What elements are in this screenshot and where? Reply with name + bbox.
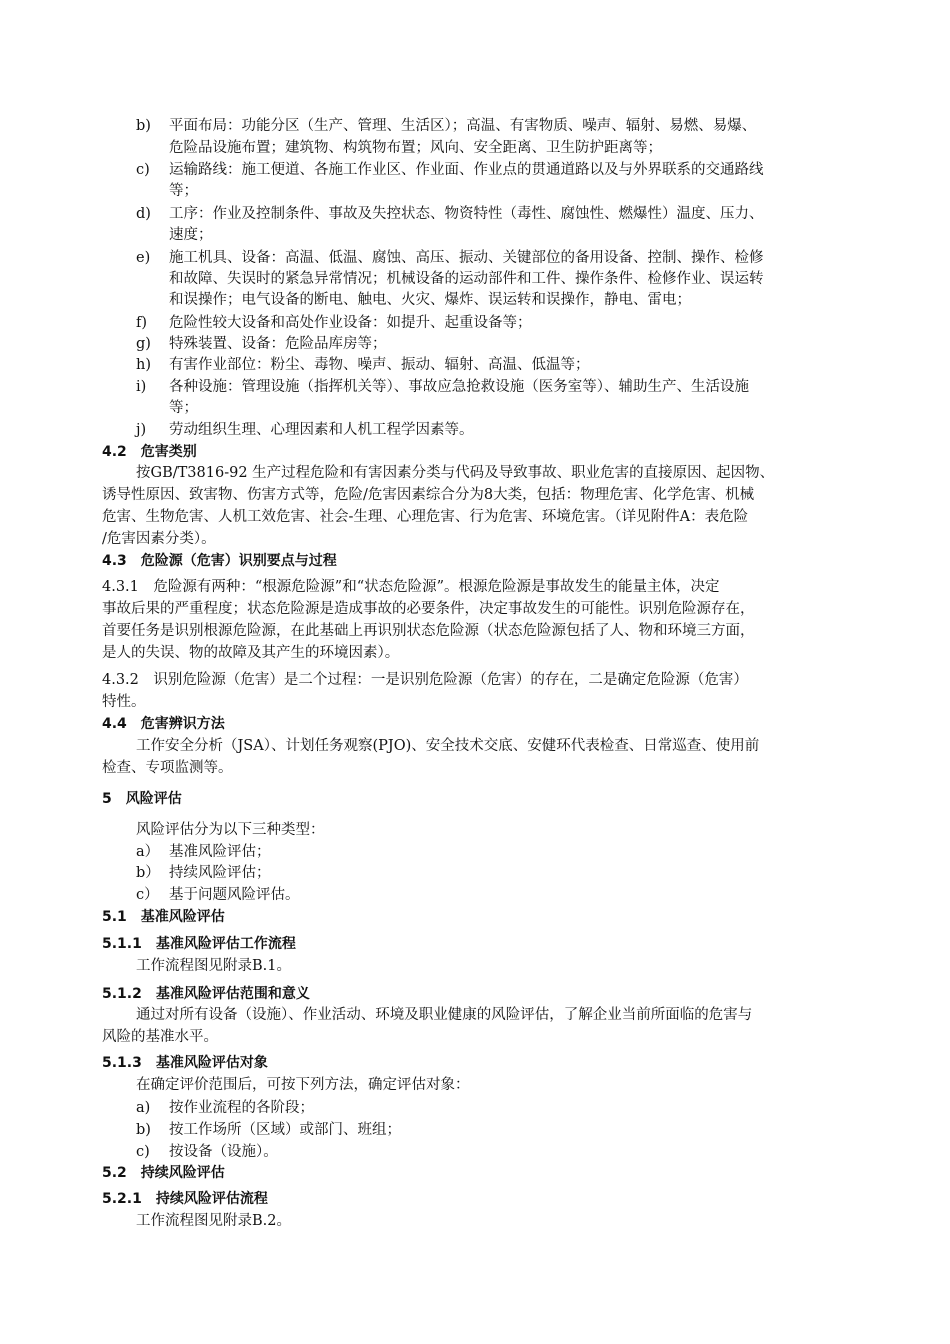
paragraph-4-3-1-line2: 事故后果的严重程度；状态危险源是造成事故的必要条件，决定事故发生的可能性。识别危险源存在， (102, 601, 755, 617)
paragraph-4-2-line2: 诱导性原因、致害物、伤害方式等，危险/危害因素综合分为8大类，包括：物理危害、化学危害、机械 (102, 487, 755, 503)
list-item-f: 危险性较大设备和高处作业设备：如提升、起重设备等； (169, 315, 532, 331)
list-marker-c: c) (136, 162, 150, 178)
section-heading-5-2: 5.2 持续风险评估 (102, 1165, 225, 1181)
list-item-5-1-3-a: 按作业流程的各阶段； (169, 1100, 314, 1116)
section-heading-5-1-3: 5.1.3 基准风险评估对象 (102, 1055, 268, 1071)
section-heading-5-1-2: 5.1.2 基准风险评估范围和意义 (102, 986, 310, 1002)
section-heading-4-2: 4.2 危害类别 (102, 444, 197, 460)
paragraph-4-2-line1: 按GB/T3816-92 生产过程危险和有害因素分类与代码及导致事故、职业危害的直接原因、起因物、 (136, 465, 775, 481)
list-marker-j: j) (136, 422, 147, 438)
list-item-5-1-3-b: 按工作场所（区域）或部门、班组； (169, 1122, 401, 1138)
section-heading-5-1-1: 5.1.1 基准风险评估工作流程 (102, 936, 296, 952)
list-item-b-line1: 平面布局：功能分区（生产、管理、生活区）；高温、有害物质、噪声、辐射、易燃、易爆、 (169, 118, 757, 134)
list-item-g: 特殊装置、设备：危险品库房等； (169, 336, 387, 352)
paragraph-5-1-1: 工作流程图见附录B.1。 (136, 958, 291, 974)
list-marker-g: g) (136, 336, 151, 352)
list-item-e-line2: 和故障、失误时的紧急异常情况；机械设备的运动部件和工件、操作条件、检修作业、误运转 (169, 271, 764, 287)
list-marker-5-c: c） (136, 887, 159, 903)
list-item-d-line1: 工序：作业及控制条件、事故及失控状态、物资特性（毒性、腐蚀性、燃爆性）温度、压力、 (169, 206, 764, 222)
list-marker-h: h) (136, 357, 151, 373)
paragraph-4-3-2-line1: 4.3.2 识别危险源（危害）是二个过程：一是识别危险源（危害）的存在，二是确定危险源（危害） (102, 672, 748, 688)
section-heading-5-1: 5.1 基准风险评估 (102, 909, 225, 925)
list-item-j: 劳动组织生理、心理因素和人机工程学因素等。 (169, 422, 474, 438)
paragraph-4-3-2-line2: 特性。 (102, 694, 146, 710)
list-item-c-line2: 等； (169, 183, 198, 199)
list-marker-5-a: a） (136, 844, 160, 860)
list-item-i-line1: 各种设施：管理设施（指挥机关等）、事故应急抢救设施（医务室等）、辅助生产、生活设施 (169, 379, 749, 395)
list-item-d-line2: 速度； (169, 227, 213, 243)
list-marker-5-b: b） (136, 865, 160, 881)
list-marker-b: b) (136, 118, 151, 134)
paragraph-4-3-1-line3: 首要任务是识别根源危险源，在此基础上再识别状态危险源（状态危险源包括了人、物和环境三方面， (102, 623, 755, 639)
paragraph-4-2-line4: /危害因素分类）。 (102, 531, 216, 547)
section-heading-5-2-1: 5.2.1 持续风险评估流程 (102, 1191, 268, 1207)
paragraph-5-1-2-line2: 风险的基准水平。 (102, 1029, 218, 1045)
paragraph-4-4-line1: 工作安全分析（JSA）、计划任务观察(PJO)、安全技术交底、安健环代表检查、日常巡查、使用前 (136, 738, 760, 754)
section-heading-5: 5 风险评估 (102, 791, 182, 807)
section-heading-4-3: 4.3 危险源（危害）识别要点与过程 (102, 553, 337, 569)
section-5-intro: 风险评估分为以下三种类型： (136, 822, 325, 838)
list-item-h: 有害作业部位：粉尘、毒物、噪声、振动、辐射、高温、低温等； (169, 357, 590, 373)
section-5-1-3-intro: 在确定评价范围后，可按下列方法，确定评估对象： (136, 1077, 470, 1093)
list-marker-5-1-3-a: a) (136, 1100, 151, 1116)
list-item-5-b: 持续风险评估； (169, 865, 271, 881)
list-marker-i: i) (136, 379, 147, 395)
paragraph-4-3-1-line1: 4.3.1 危险源有两种：“根源危险源”和“状态危险源”。根源危险源是事故发生的能量主体，决定 (102, 579, 720, 595)
list-item-c-line1: 运输路线：施工便道、各施工作业区、作业面、作业点的贯通道路以及与外界联系的交通路线 (169, 162, 764, 178)
list-item-e-line3: 和误操作；电气设备的断电、触电、火灾、爆炸、误运转和误操作，静电、雷电； (169, 292, 691, 308)
list-item-5-c: 基于问题风险评估。 (169, 887, 300, 903)
section-heading-4-4: 4.4 危害辨识方法 (102, 716, 225, 732)
list-item-5-a: 基准风险评估； (169, 844, 271, 860)
list-marker-f: f) (136, 315, 148, 331)
list-marker-5-1-3-c: c) (136, 1144, 150, 1160)
list-item-b-line2: 危险品设施布置；建筑物、构筑物布置；风向、安全距离、卫生防护距离等； (169, 140, 662, 156)
list-item-e-line1: 施工机具、设备：高温、低温、腐蚀、高压、振动、关键部位的备用设备、控制、操作、检修 (169, 250, 764, 266)
list-item-5-1-3-c: 按设备（设施）。 (169, 1144, 278, 1160)
paragraph-4-3-1-line4: 是人的失误、物的故障及其产生的环境因素）。 (102, 645, 400, 661)
paragraph-4-2-line3: 危害、生物危害、人机工效危害、社会-生理、心理危害、行为危害、环境危害。（详见附件A：表危险 (102, 509, 749, 525)
paragraph-5-1-2-line1: 通过对所有设备（设施）、作业活动、环境及职业健康的风险评估，了解企业当前所面临的危害与 (136, 1007, 753, 1023)
list-marker-e: e) (136, 250, 151, 266)
paragraph-4-4-line2: 检查、专项监测等。 (102, 760, 233, 776)
list-marker-5-1-3-b: b) (136, 1122, 151, 1138)
list-item-i-line2: 等； (169, 400, 198, 416)
list-marker-d: d) (136, 206, 151, 222)
paragraph-5-2-1: 工作流程图见附录B.2。 (136, 1213, 291, 1229)
